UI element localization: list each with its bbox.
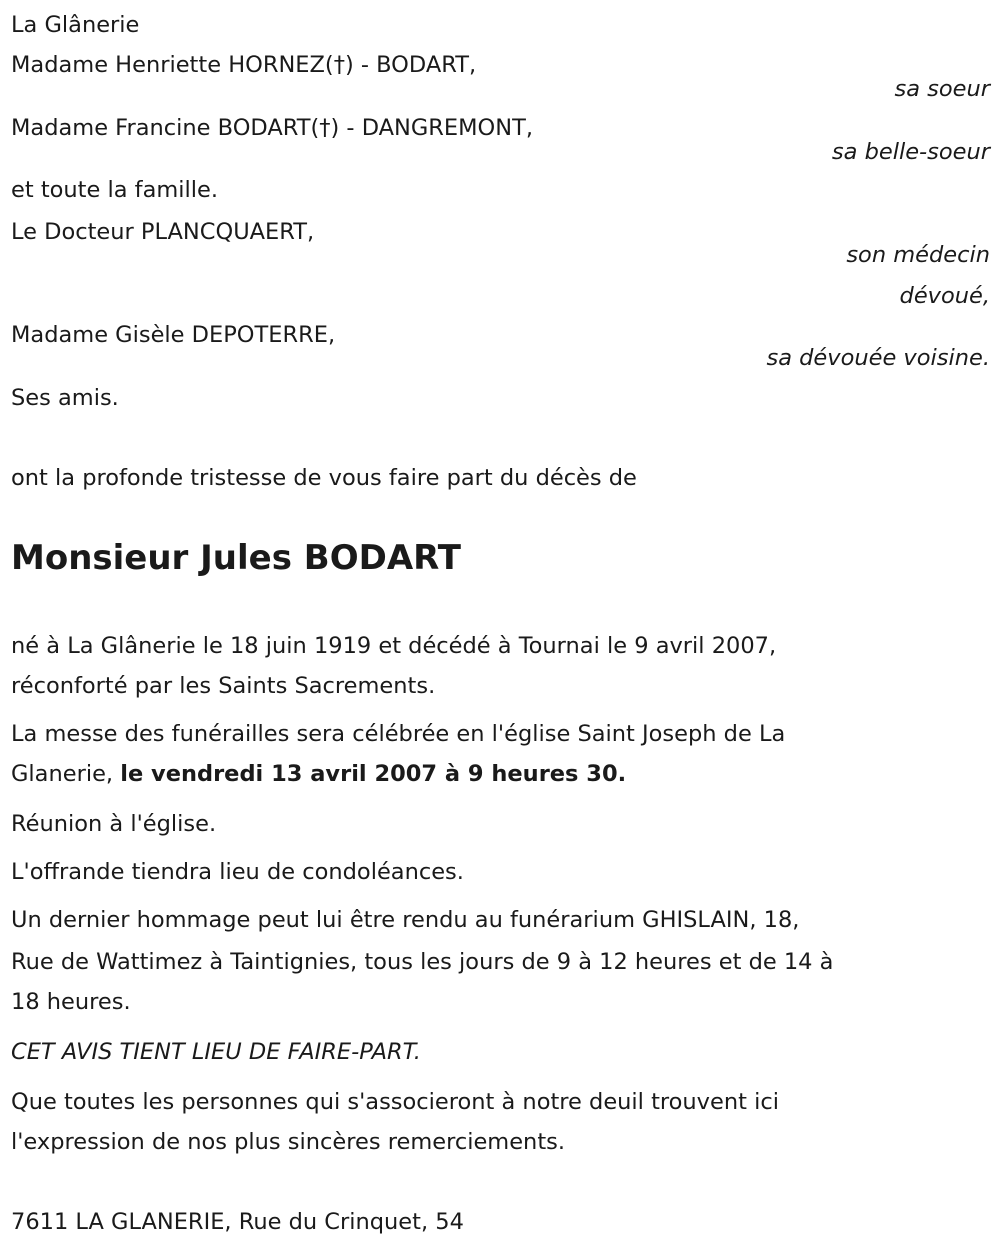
sister-role: sa soeur [894, 76, 990, 102]
sister-in-law: Madame Francine BODART(†) - DANGREMONT, [11, 115, 533, 141]
address: 7611 LA GLANERIE, Rue du Crinquet, 54 [11, 1209, 464, 1235]
meeting: Réunion à l'église. [11, 811, 217, 837]
family: et toute la famille. [11, 177, 219, 203]
deceased-name: Monsieur Jules BODART [11, 538, 462, 578]
sister: Madame Henriette HORNEZ(†) - BODART, [11, 52, 477, 78]
doctor-role-2: dévoué, [899, 283, 990, 309]
neighbour-role: sa dévouée voisine. [766, 345, 990, 371]
mass-line-2 [11, 759, 626, 789]
tribute-line-2: Rue de Wattimez à Taintignies, tous les jours de 9 à 12 heures et de 14 à [11, 949, 834, 975]
tribute-line-3: 18 heures. [11, 989, 131, 1015]
mass-date: le vendredi 13 avril 2007 à 9 heures 30. [120, 761, 627, 787]
doctor-role-1: son médecin [846, 242, 990, 268]
thanks-line-1: Que toutes les personnes qui s'associeront à notre deuil trouvent ici [11, 1089, 779, 1115]
doctor: Le Docteur PLANCQUAERT, [11, 219, 315, 245]
mass-place: Glanerie, [11, 761, 121, 787]
birth-line-1: né à La Glânerie le 18 juin 1919 et décédé à Tournai le 9 avril 2007, [11, 633, 777, 659]
neighbour: Madame Gisèle DEPOTERRE, [11, 322, 336, 348]
mass-line-1: La messe des funérailles sera célébrée en l'église Saint Joseph de La [11, 721, 786, 747]
thanks-line-2: l'expression de nos plus sincères remerciements. [11, 1129, 566, 1155]
place: La Glânerie [11, 12, 140, 38]
tribute-line-1: Un dernier hommage peut lui être rendu au funérarium GHISLAIN, 18, [11, 907, 800, 933]
birth-line-2: réconforté par les Saints Sacrements. [11, 673, 436, 699]
sister-in-law-role: sa belle-soeur [831, 139, 990, 165]
notice: CET AVIS TIENT LIEU DE FAIRE-PART. [11, 1039, 421, 1065]
offering: L'offrande tiendra lieu de condoléances. [11, 859, 464, 885]
intro: ont la profonde tristesse de vous faire part du décès de [11, 465, 637, 491]
friends: Ses amis. [11, 385, 119, 411]
